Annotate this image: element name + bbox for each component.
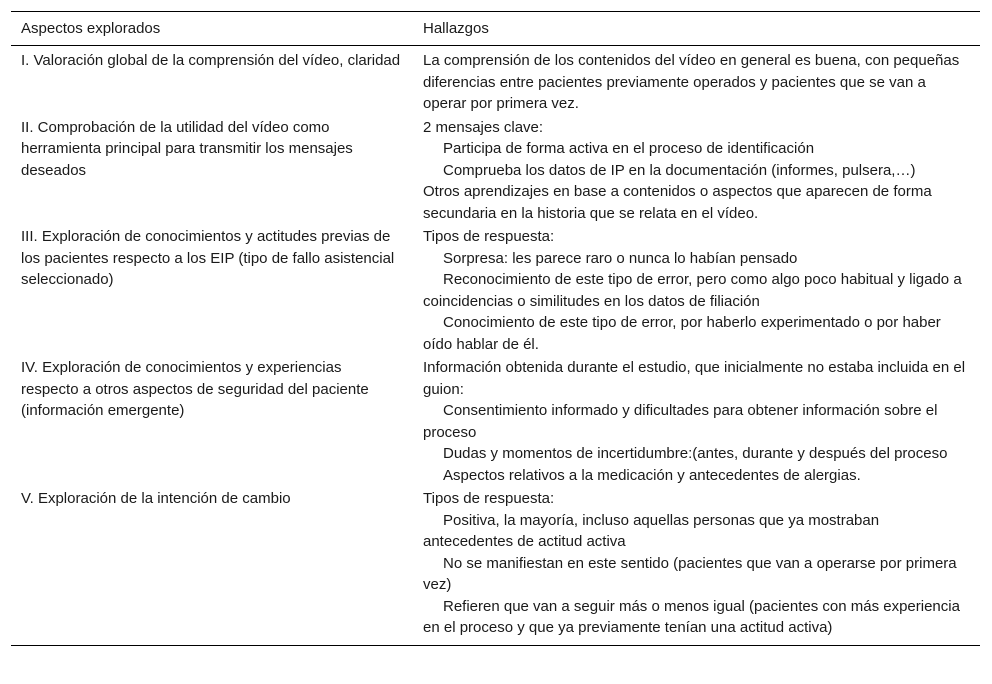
- finding-subitem: Conocimiento de este tipo de error, por haberlo experimentado o por haber oído hablar de él.: [423, 314, 941, 353]
- finding-subitem: No se manifiestan en este sentido (pacientes que van a operarse por primera vez): [423, 554, 957, 593]
- finding-subitem: Comprueba los datos de IP en la documentación (informes, pulsera,…): [443, 161, 916, 179]
- finding-text: Tipos de respuesta:: [423, 490, 555, 507]
- aspect-cell: I. Valoración global de la comprensión del vídeo, claridad: [21, 52, 401, 69]
- finding-subitem: Consentimiento informado y dificultades para obtener información sobre el proceso: [423, 402, 938, 441]
- table-row: [11, 46, 980, 115]
- finding-subitem: Participa de forma activa en el proceso de identificación: [443, 140, 815, 157]
- table-row: [11, 355, 980, 486]
- findings-cell: [413, 115, 980, 225]
- finding-subitem: Dudas y momentos de incertidumbre:(antes, durante y después del proceso: [443, 445, 948, 462]
- findings-table: [11, 11, 980, 646]
- aspect-cell: IV. Exploración de conocimientos y experiencias respecto a otros aspectos de seguridad del paciente (información emergente): [21, 359, 369, 419]
- findings-cell: [413, 486, 980, 645]
- header-aspectos: Aspectos explorados: [11, 12, 413, 46]
- finding-subitem: Refieren que van a seguir más o menos igual (pacientes con más experiencia en el proceso y que ya previamente tenían una actitud activa): [423, 597, 960, 636]
- finding-subitem: Reconocimiento de este tipo de error, pero como algo poco habitual y ligado a coincidencias o similitudes en los datos de filiación: [423, 271, 962, 310]
- aspect-cell: III. Exploración de conocimientos y actitudes previas de los pacientes respecto a los EIP (tipo de fallo asistencial seleccionado): [21, 228, 395, 288]
- findings-cell: [413, 355, 980, 486]
- findings-cell: [413, 224, 980, 355]
- finding-subitem: Positiva, la mayoría, incluso aquellas personas que ya mostraban antecedentes de actitud activa: [423, 511, 880, 550]
- finding-text: La comprensión de los contenidos del vídeo en general es buena, con pequeñas diferencias entre pacientes previamente operados y pacientes que se van a operar por primera vez.: [423, 52, 960, 112]
- finding-text: Otros aprendizajes en base a contenidos o aspectos que aparecen de forma secundaria en la historia que se relata en el vídeo.: [423, 183, 932, 222]
- findings-cell: [413, 46, 980, 115]
- table-header-row: [11, 12, 980, 46]
- finding-text: Información obtenida durante el estudio, que inicialmente no estaba incluida en el guion:: [423, 359, 966, 398]
- finding-text: 2 mensajes clave:: [423, 118, 544, 136]
- aspect-cell: V. Exploración de la intención de cambio: [11, 486, 413, 645]
- table-row: [11, 224, 980, 355]
- table-body: [11, 46, 980, 646]
- header-hallazgos: Hallazgos: [413, 12, 980, 46]
- aspect-cell: II. Comprobación de la utilidad del vídeo como herramienta principal para transmitir los mensajes deseados: [21, 118, 353, 179]
- finding-subitem: Aspectos relativos a la medicación y antecedentes de alergias.: [443, 466, 861, 484]
- finding-subitem: Sorpresa: les parece raro o nunca lo habían pensado: [443, 249, 798, 267]
- table-row: [11, 115, 980, 225]
- findings-table-container: [11, 11, 980, 646]
- finding-text: Tipos de respuesta:: [423, 228, 555, 245]
- table-row: [11, 486, 980, 645]
